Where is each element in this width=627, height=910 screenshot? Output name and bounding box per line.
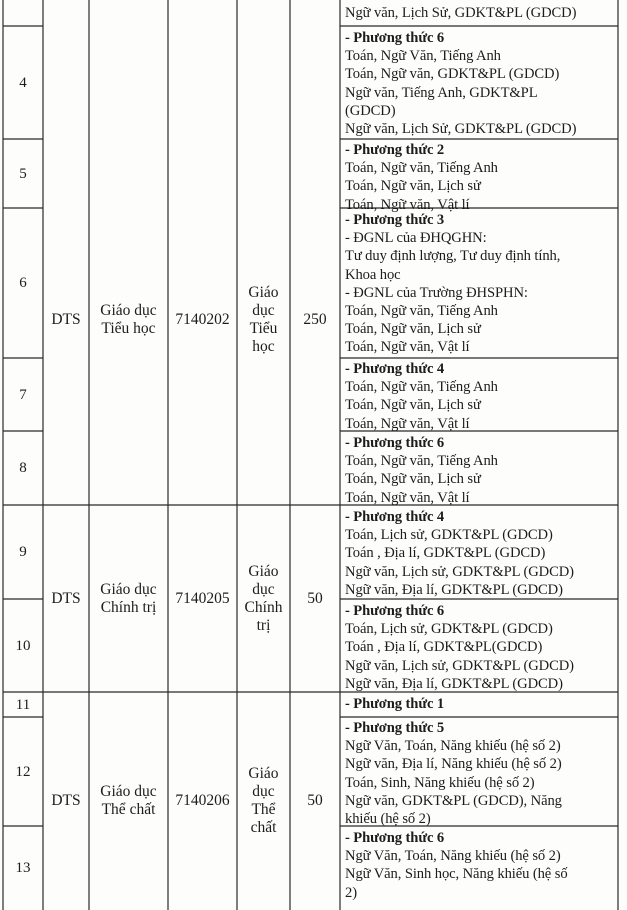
major-name xyxy=(237,692,290,910)
program-name xyxy=(89,208,168,431)
row-number: 4 xyxy=(19,74,27,91)
methods-cell xyxy=(345,141,625,214)
subject-combination: Ngữ văn, Lịch Sử, GDKT&PL (GDCD) xyxy=(345,5,577,21)
major-name-line: Giáo xyxy=(248,283,279,301)
quota: 50 xyxy=(307,589,323,607)
major-name-line: Chính xyxy=(244,598,283,616)
row-number: 7 xyxy=(19,386,27,403)
row-number: 12 xyxy=(15,763,31,780)
subject-combination: Toán, Ngữ văn, Vật lí xyxy=(345,489,470,506)
subject-combination: Ngữ văn, GDKT&PL (GDCD), Năng xyxy=(345,792,562,809)
program-name-line: Giáo dục xyxy=(100,783,157,800)
quota: 250 xyxy=(303,310,327,328)
row-number: 5 xyxy=(19,165,27,182)
major-name-line: Giáo xyxy=(248,562,279,580)
method-heading: - Phương thức 6 xyxy=(345,30,445,46)
row-number: 10 xyxy=(15,637,31,654)
methods-cell xyxy=(345,29,625,138)
subject-combination: Toán, Ngữ văn, GDKT&PL (GDCD) xyxy=(345,66,560,83)
program-code: 7140205 xyxy=(175,589,230,607)
subject-combination: Toán, Ngữ Văn, Tiếng Anh xyxy=(345,48,501,65)
method-heading: - Phương thức 5 xyxy=(345,720,445,736)
major-name-line: dục xyxy=(252,301,275,319)
subject-combination: Ngữ Văn, Toán, Năng khiếu (hệ số 2) xyxy=(345,738,561,755)
row-number: 9 xyxy=(19,544,27,560)
method-heading: - Phương thức 1 xyxy=(345,696,445,712)
methods-cell xyxy=(345,360,625,433)
subject-combination: Toán, Ngữ văn, Tiếng Anh xyxy=(345,160,498,177)
subject-combination: khiếu (hệ số 2) xyxy=(345,811,431,828)
program-name-line: Chính trị xyxy=(100,598,157,616)
method-heading: - Phương thức 6 xyxy=(345,435,445,451)
subject-combination: Toán, Ngữ văn, Vật lí xyxy=(345,415,470,432)
subject-combination: - ĐGNL của ĐHQGHN: xyxy=(345,230,487,247)
subject-combination: (GDCD) xyxy=(345,102,396,119)
subject-combination: Ngữ văn, Địa lí, GDKT&PL (GDCD) xyxy=(345,675,563,692)
subject-combination: - ĐGNL của Trường ĐHSPHN: xyxy=(345,284,528,301)
methods-cell xyxy=(345,508,625,599)
subject-combination: Toán, Ngữ văn, Lịch sử xyxy=(345,321,481,338)
row-number: 13 xyxy=(15,860,31,876)
subject-combination: Ngữ văn, Lịch sử, GDKT&PL (GDCD) xyxy=(345,657,574,674)
subject-combination: Ngữ văn, Địa lí, Năng khiếu (hệ số 2) xyxy=(345,756,562,773)
methods-cell xyxy=(345,829,625,902)
methods-cell xyxy=(345,602,625,693)
program-code: 7140206 xyxy=(175,792,230,809)
methods-cell xyxy=(345,4,625,22)
methods-cell xyxy=(345,695,625,713)
subject-combination: Ngữ văn, Lịch sử, GDKT&PL (GDCD) xyxy=(345,563,574,580)
subject-combination: Toán, Sinh, Năng khiếu (hệ số 2) xyxy=(345,774,535,791)
program-name-line: Tiểu học xyxy=(101,319,156,337)
program-name xyxy=(89,692,168,910)
major-name-line: học xyxy=(252,337,275,355)
subject-combination: Toán, Ngữ văn, Lịch sử xyxy=(345,471,481,488)
subject-combination: Toán, Ngữ văn, Vật lí xyxy=(345,339,470,356)
school-code: DTS xyxy=(51,792,81,809)
subject-combination: Toán , Địa lí, GDKT&PL (GDCD) xyxy=(345,545,546,562)
subject-combination: Ngữ văn, Lịch Sử, GDKT&PL (GDCD) xyxy=(345,121,577,138)
program-name-line: Giáo dục xyxy=(100,301,157,319)
major-name-line: dục xyxy=(252,580,275,598)
subject-combination: Ngữ Văn, Sinh học, Năng khiếu (hệ số xyxy=(345,866,568,883)
program-name-line: Thể chất xyxy=(101,801,156,818)
major-name xyxy=(237,208,290,431)
row-number: 8 xyxy=(19,460,27,476)
method-heading: - Phương thức 6 xyxy=(345,830,445,846)
methods-cell xyxy=(345,719,625,828)
quota: 50 xyxy=(307,792,323,809)
major-name-line: trị xyxy=(256,616,271,634)
method-heading: - Phương thức 6 xyxy=(345,603,445,619)
subject-combination: Ngữ văn, Tiếng Anh, GDKT&PL xyxy=(345,84,538,101)
school-code: DTS xyxy=(51,589,81,607)
major-name-line: Tiểu xyxy=(249,319,278,337)
program-name xyxy=(89,505,168,692)
subject-combination: Toán, Ngữ văn, Tiếng Anh xyxy=(345,303,498,320)
methods-cell xyxy=(345,434,625,507)
school-code: DTS xyxy=(51,310,81,328)
method-heading: - Phương thức 3 xyxy=(345,212,445,228)
subject-combination: Toán, Ngữ văn, Lịch sử xyxy=(345,178,481,195)
major-name-line: dục xyxy=(252,783,275,800)
subject-combination: Toán, Ngữ văn, Lịch sử xyxy=(345,397,481,414)
major-name-line: Giáo xyxy=(248,765,279,782)
major-name-line: chất xyxy=(250,819,277,836)
program-code: 7140202 xyxy=(175,310,230,328)
row-number: 11 xyxy=(15,696,31,713)
major-name xyxy=(237,505,290,692)
row-number: 6 xyxy=(19,275,27,291)
subject-combination: Toán, Lịch sử, GDKT&PL (GDCD) xyxy=(345,527,553,544)
program-name-line: Giáo dục xyxy=(100,580,157,598)
subject-combination: Tư duy định lượng, Tư duy định tính, xyxy=(345,248,561,265)
subject-combination: Khoa học xyxy=(345,266,401,283)
subject-combination: Toán, Ngữ văn, Vật lí xyxy=(345,196,470,213)
subject-combination: Toán, Ngữ văn, Tiếng Anh xyxy=(345,379,498,396)
method-heading: - Phương thức 2 xyxy=(345,142,445,158)
subject-combination: Toán, Ngữ văn, Tiếng Anh xyxy=(345,453,498,470)
subject-combination: 2) xyxy=(345,884,357,901)
major-name-line: Thể xyxy=(251,801,276,818)
subject-combination: Toán , Địa lí, GDKT&PL(GDCD) xyxy=(345,639,543,656)
methods-cell xyxy=(345,211,625,357)
subject-combination: Toán, Lịch sử, GDKT&PL (GDCD) xyxy=(345,621,553,638)
method-heading: - Phương thức 4 xyxy=(345,361,445,377)
subject-combination: Ngữ Văn, Toán, Năng khiếu (hệ số 2) xyxy=(345,848,561,865)
subject-combination: Ngữ văn, Địa lí, GDKT&PL (GDCD) xyxy=(345,581,563,598)
method-heading: - Phương thức 4 xyxy=(345,509,445,525)
